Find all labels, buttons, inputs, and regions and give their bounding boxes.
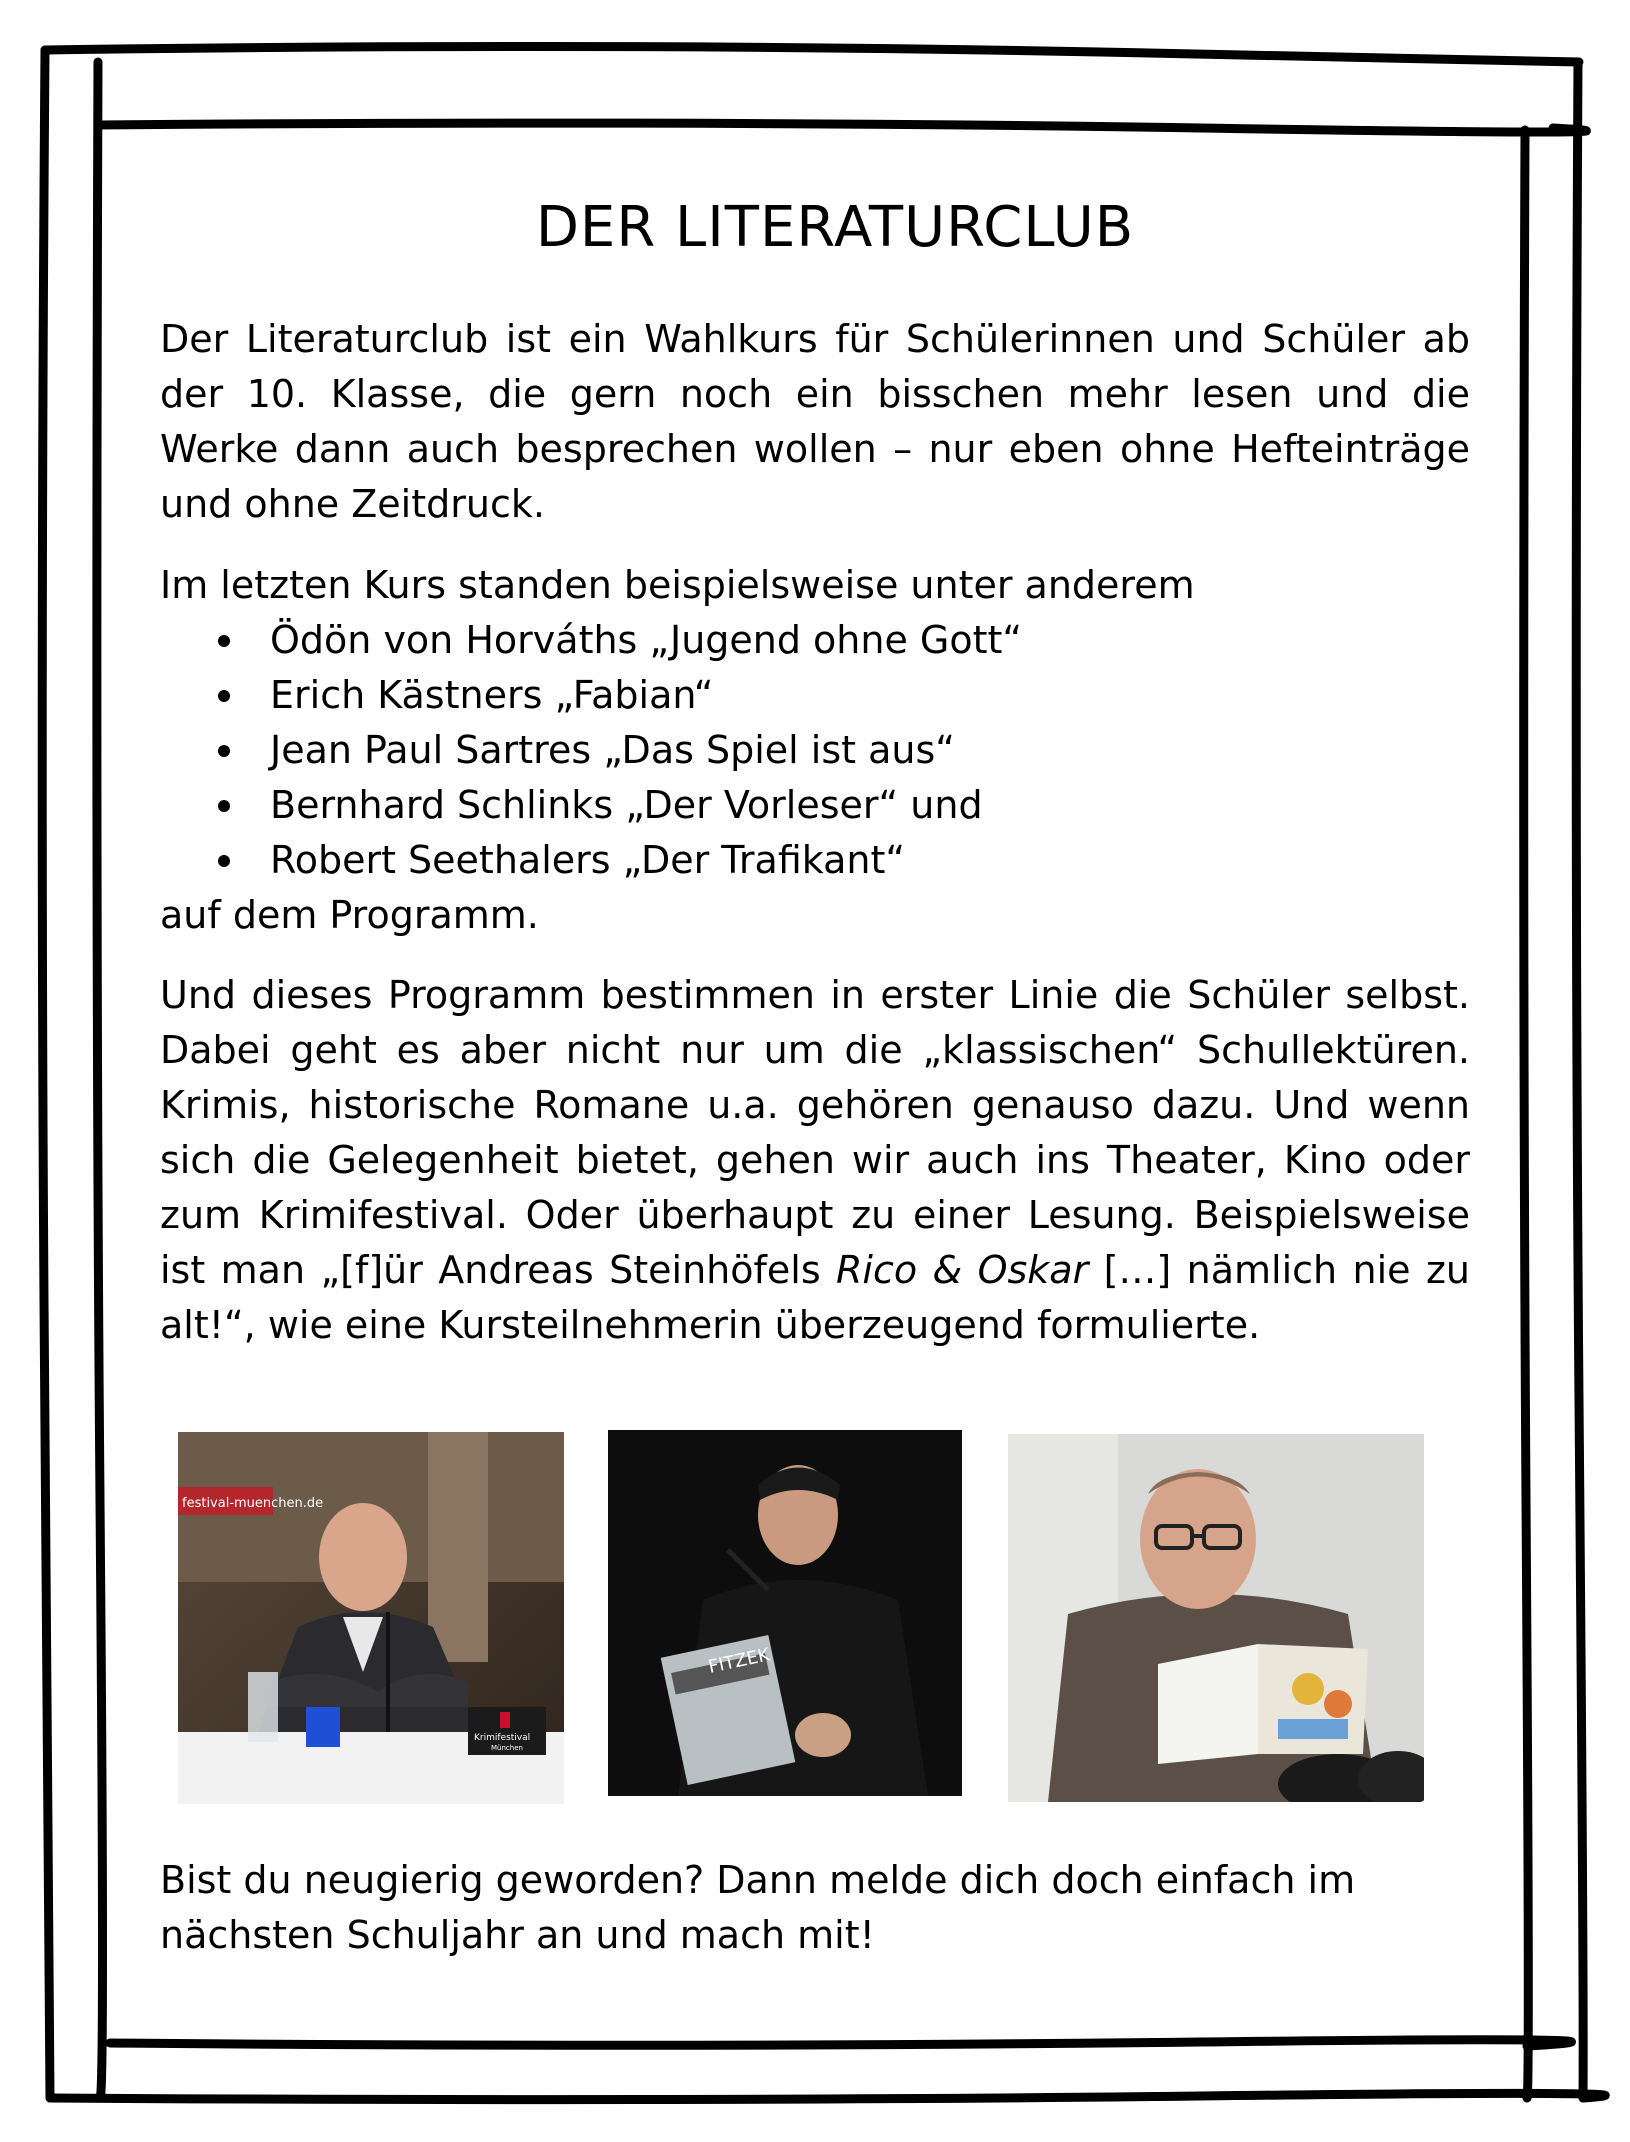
intro-paragraph: [160, 312, 1470, 532]
sign-title: Krimifestival: [474, 1733, 531, 1743]
bullet-icon: [218, 690, 230, 702]
list-item: [160, 668, 1360, 723]
photo-author-krimifestival: [178, 1432, 564, 1804]
book-list: [160, 613, 1360, 888]
list-item: [160, 833, 1360, 888]
books-intro: Im letzten Kurs standen beispielsweise unter anderem: [160, 563, 1195, 607]
book-title: Erich Kästners „Fabian“: [270, 673, 714, 717]
program-paragraph: [160, 968, 1470, 1353]
sign-subtitle: München: [491, 1744, 523, 1752]
page-title: DER LITERATURCLUB: [535, 195, 1135, 260]
program-text-2: […] nämlich nie zu alt!“, wie eine Kursteilnehmerin überzeugend formulierte.: [160, 1248, 1471, 1347]
list-item: [160, 723, 1360, 778]
bullet-icon: [218, 635, 230, 647]
books-outro: auf dem Programm.: [160, 893, 539, 937]
bullet-icon: [218, 745, 230, 757]
bullet-icon: [218, 800, 230, 812]
program-text-1: Und dieses Programm bestimmen in erster Linie die Schüler selbst. Dabei geht es aber nicht nur um die „klassischen“ Schullektüren. Krimis, historische Romane u.a. gehören genauso dazu. Und wenn sich die Gelegenheit bietet, gehen wir auch ins Theater, Kino oder zum Krimifestival. Oder überhaupt zu einer Lesung. Beispielsweise ist man „[f]ür Andreas Steinhöfels: [160, 973, 1470, 1292]
intro-text: Der Literaturclub ist ein Wahlkurs für Schülerinnen und Schüler ab der 10. Klasse, die gern noch ein bisschen mehr lesen und die Werke dann auch besprechen wollen – nur eben ohne Hefteinträge und ohne Zeitdruck.: [160, 317, 1470, 526]
book-title: Robert Seethalers „Der Trafikant“: [270, 838, 906, 882]
book-title: Ödön von Horváths „Jugend ohne Gott“: [270, 618, 1023, 662]
photo-author-reading-childrens-book: [1008, 1434, 1424, 1802]
list-item: [160, 778, 1360, 833]
book-label: FITZEK: [706, 1644, 772, 1678]
book-title: Jean Paul Sartres „Das Spiel ist aus“: [270, 728, 955, 772]
book-title: Bernhard Schlinks „Der Vorleser“ und: [270, 783, 983, 827]
bullet-icon: [218, 855, 230, 867]
photo-author-reading-book: [608, 1430, 962, 1796]
banner-text: festival-muenchen.de: [182, 1496, 324, 1511]
list-item: [160, 613, 1360, 668]
closing-paragraph: Bist du neugierig geworden? Dann melde dich doch einfach im nächsten Schuljahr an und mach mit!: [160, 1858, 1356, 1957]
book-title-italic: Rico & Oskar: [836, 1248, 1089, 1292]
